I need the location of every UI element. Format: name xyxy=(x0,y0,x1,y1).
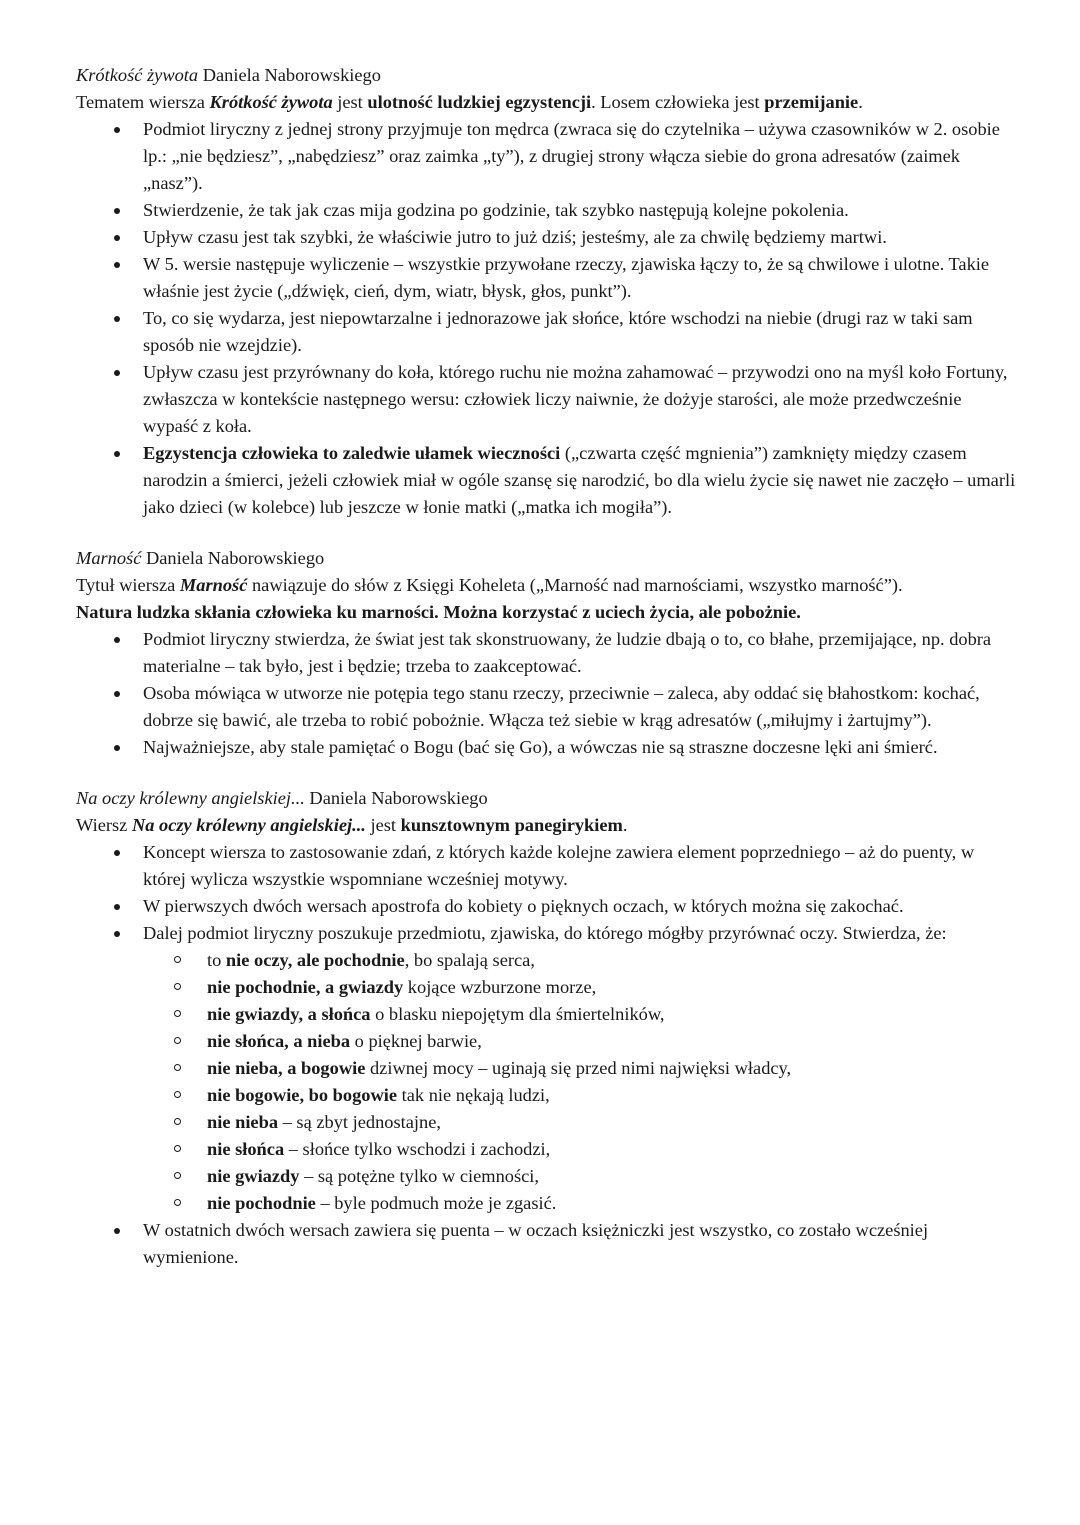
text-run: nie pochodnie, a gwiazdy xyxy=(207,977,404,997)
text-run: – byle podmuch może je zgasić. xyxy=(315,1193,557,1213)
text-run: nawiązuje do słów z Księgi Koheleta („Marność nad marnościami, wszystko marność”). xyxy=(247,575,903,595)
text-run: , bo spalają serca, xyxy=(404,950,535,970)
text-run: – słońce tylko wschodzi i zachodzi, xyxy=(284,1139,551,1159)
text-run: nie pochodnie xyxy=(207,1193,316,1213)
list-item-text xyxy=(143,923,947,943)
list-item xyxy=(143,197,1020,224)
poem-author: Daniela Naborowskiego xyxy=(198,65,381,85)
list-item xyxy=(143,116,1020,197)
list-item xyxy=(207,1082,1020,1109)
text-run: o pięknej barwie, xyxy=(350,1031,482,1051)
list-item xyxy=(207,974,1020,1001)
poem-title: Marność xyxy=(76,548,142,568)
text-run: nie słońca xyxy=(207,1139,285,1159)
list-item xyxy=(143,359,1020,440)
text-run: W ostatnich dwóch wersach zawiera się puenta – w oczach księżniczki jest wszystko, co zostało wcześniej wymienione. xyxy=(143,1220,929,1267)
list-item xyxy=(207,1001,1020,1028)
list-item xyxy=(143,440,1020,521)
text-run: – są potężne tylko w ciemności, xyxy=(299,1166,539,1186)
list-item xyxy=(143,893,1020,920)
list-item xyxy=(143,1217,1020,1271)
list-item xyxy=(143,680,1020,734)
text-run: dziwnej mocy – uginają się przed nimi najwięksi władcy, xyxy=(365,1058,792,1078)
section-heading xyxy=(76,545,1020,572)
section-intro xyxy=(76,812,1020,839)
list-item xyxy=(143,920,1020,1217)
text-run: Osoba mówiąca w utworze nie potępia tego stanu rzeczy, przeciwnie – zaleca, aby oddać się błahostkom: kochać, dobrze się bawić, ale trzeba to robić pobożnie. Włącza też siebie w krąg adresatów („miłujmy i żartujmy”). xyxy=(143,683,980,730)
section-marnosc xyxy=(76,545,1020,761)
text-run: To, co się wydarza, jest niepowtarzalne i jednorazowe jak słońce, które wschodzi na niebie (drugi raz w taki sam sposób nie wzejdzie). xyxy=(143,308,973,355)
list-item xyxy=(143,734,1020,761)
text-run: Koncept wiersza to zastosowanie zdań, z których każde kolejne zawiera element poprzedniego – aż do puenty, w której wylicza wszystkie wspomniane wcześniej motywy. xyxy=(143,842,975,889)
text-run: nie bogowie, bo bogowie xyxy=(207,1085,398,1105)
section-na-oczy-krolewny xyxy=(76,785,1020,1271)
text-run: o blasku niepojętym dla śmiertelników, xyxy=(370,1004,665,1024)
list-item xyxy=(143,251,1020,305)
section-intro xyxy=(76,572,1020,599)
text-run: Tematem wiersza xyxy=(76,92,210,112)
list-item xyxy=(207,1190,1020,1217)
text-run: kunsztownym panegirykiem xyxy=(400,815,623,835)
text-run: Upływ czasu jest przyrównany do koła, którego ruchu nie można zahamować – przywodzi ono na myśl koło Fortuny, zwłaszcza w kontekście następnego wersu: człowiek liczy naiwnie, że dożyje starości, ale może przedwcześnie wypaść z koła. xyxy=(143,362,1008,436)
section-thesis xyxy=(76,599,1020,626)
text-run: nie oczy, ale pochodnie xyxy=(225,950,405,970)
text-run: Natura ludzka skłania człowieka ku marności. Można korzystać z uciech życia, ale pobożnie. xyxy=(76,602,801,622)
text-run: Dalej podmiot liryczny poszukuje przedmiotu, zjawiska, do którego mógłby przyrównać oczy. Stwierdza, że: xyxy=(143,923,947,943)
text-run: jest xyxy=(365,815,401,835)
section-intro xyxy=(76,89,1020,116)
poem-author: Daniela Naborowskiego xyxy=(141,548,325,568)
poem-title: Krótkość żywota xyxy=(76,65,199,85)
list-item xyxy=(143,305,1020,359)
text-run: nie słońca, a nieba xyxy=(207,1031,351,1051)
text-run: Egzystencja człowieka to zaledwie ułamek wieczności xyxy=(143,443,561,463)
text-run: . xyxy=(858,92,863,112)
text-run: Krótkość żywota xyxy=(209,92,333,112)
sub-list xyxy=(143,947,1020,1217)
text-run: („czwarta część mgnienia”) zamknięty między czasem narodzin a śmierci, jeżeli człowiek miał w ogóle szansę się narodzić, bo dla wielu życie się nawet nie zaczęło – umarli jako dzieci (w kolebce) lub jeszcze w łonie matki („matka ich mogiła”). xyxy=(143,443,1016,517)
section-heading xyxy=(76,785,1020,812)
text-run: Najważniejsze, aby stale pamiętać o Bogu (bać się Go), a wówczas nie są straszne doczesne lęki ani śmierć. xyxy=(143,737,938,757)
poem-author: Daniela Naborowskiego xyxy=(304,788,488,808)
list-item xyxy=(207,1136,1020,1163)
text-run: Wiersz xyxy=(76,815,132,835)
text-run: Stwierdzenie, że tak jak czas mija godzina po godzinie, tak szybko następują kolejne pokolenia. xyxy=(143,200,849,220)
text-run: ulotność ludzkiej egzystencji xyxy=(367,92,592,112)
bullet-list xyxy=(76,116,1020,521)
text-run: . Losem człowieka jest xyxy=(591,92,765,112)
bullet-list xyxy=(76,626,1020,761)
list-item xyxy=(207,1028,1020,1055)
list-item xyxy=(143,224,1020,251)
text-run: to xyxy=(207,950,226,970)
section-heading xyxy=(76,62,1020,89)
text-run: jest xyxy=(332,92,368,112)
text-run: tak nie nękają ludzi, xyxy=(397,1085,550,1105)
text-run: W pierwszych dwóch wersach apostrofa do kobiety o pięknych oczach, w których można się zakochać. xyxy=(143,896,904,916)
list-item xyxy=(207,1055,1020,1082)
text-run: kojące wzburzone morze, xyxy=(403,977,597,997)
text-run: Tytuł wiersza xyxy=(76,575,180,595)
text-run: nie gwiazdy, a słońca xyxy=(207,1004,371,1024)
text-run: W 5. wersie następuje wyliczenie – wszystkie przywołane rzeczy, zjawiska łączy to, że są chwilowe i ulotne. Takie właśnie jest życie („dźwięk, cień, dym, wiatr, błysk, głos, punkt”). xyxy=(143,254,990,301)
text-run: Podmiot liryczny z jednej strony przyjmuje ton mędrca (zwraca się do czytelnika – używa czasowników w 2. osobie lp.: „nie będziesz”, „nabędziesz” oraz zaimka „ty”), z drugiej strony włącza siebie do grona adresatów (zaimek „nasz”). xyxy=(143,119,1000,193)
text-run: . xyxy=(622,815,628,835)
section-krotkosc-zywota xyxy=(76,62,1020,521)
text-run: nie nieba xyxy=(207,1112,279,1132)
text-run: przemijanie xyxy=(764,92,859,112)
text-run: nie nieba, a bogowie xyxy=(207,1058,366,1078)
list-item xyxy=(143,626,1020,680)
text-run: Na oczy królewny angielskiej... xyxy=(131,815,366,835)
list-item xyxy=(207,1109,1020,1136)
text-run: – są zbyt jednostajne, xyxy=(278,1112,441,1132)
text-run: Marność xyxy=(179,575,248,595)
text-run: Upływ czasu jest tak szybki, że właściwie jutro to już dziś; jesteśmy, ale za chwilę będziemy martwi. xyxy=(143,227,887,247)
text-run: Podmiot liryczny stwierdza, że świat jest tak skonstruowany, że ludzie dbają o to, co błahe, przemijające, np. dobra materialne – tak było, jest i będzie; trzeba to zaakceptować. xyxy=(143,629,992,676)
list-item xyxy=(207,1163,1020,1190)
poem-title: Na oczy królewny angielskiej... xyxy=(76,788,305,808)
list-item xyxy=(143,839,1020,893)
text-run: nie gwiazdy xyxy=(207,1166,300,1186)
bullet-list xyxy=(76,839,1020,1271)
list-item xyxy=(207,947,1020,974)
